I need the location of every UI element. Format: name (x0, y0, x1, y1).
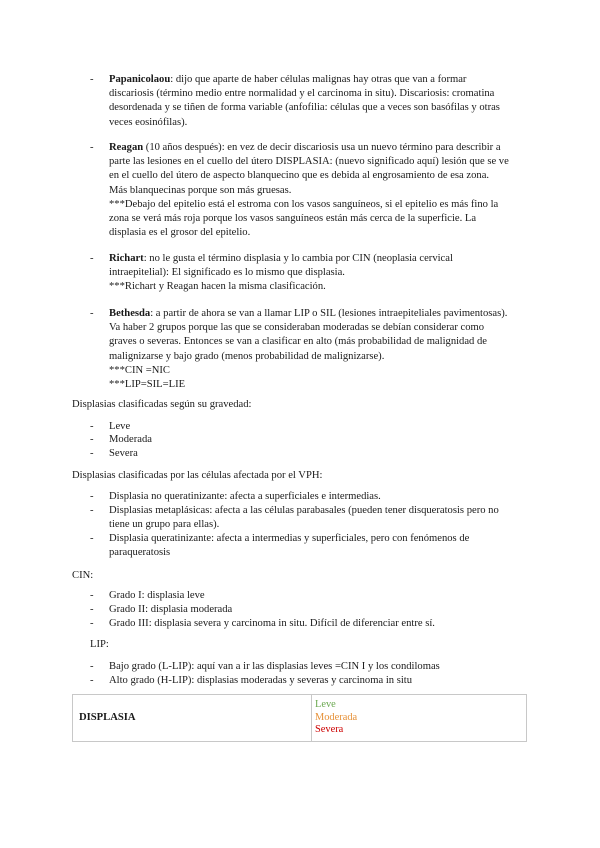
bullet-dash: - (90, 421, 94, 432)
bullet-dash: - (90, 308, 94, 319)
heading-cin: CIN: (72, 570, 94, 581)
severity-moderada: Moderada (315, 711, 358, 723)
bullet-dash: - (90, 604, 94, 615)
term-richart: Richart (109, 253, 144, 264)
table-row (73, 695, 527, 742)
bullet-dash: - (90, 491, 94, 502)
list-item: - Displasia no queratinizante: afecta a superficiales e intermedias. (90, 490, 530, 504)
bullet-dash: - (90, 618, 94, 629)
table-header-cell: DISPLASIA (73, 695, 312, 742)
list-item: - Leve (90, 420, 530, 434)
bullet-richart: - Richart: no le gusta el término displasia y lo cambia por CIN (neoplasia cervical intraepitelial): El significado es lo mismo que displasia. ***Richart y Reagan hacen la misma clasificación. (90, 253, 453, 293)
bullet-reagan: - Reagan (10 años después): en vez de decir discariosis usa un nuevo término para describir a parte las lesiones en el cuello del útero DISPLASIA: (nuevo significado aquí) lesión que se ve en el cuello del útero de aspecto blanquecino que es debida al engrosamiento de esa zona. Más blanquecinas porque son más gruesas. ***Debajo del epitelio está el estroma con los vasos sanguíneos, si el epitelio es más fino la zona se verá más roja porque los vasos sanguíneos están más cerca de la superficie. La displasia es el grosor del epitelio. (90, 142, 509, 239)
list-item: - Grado III: displasia severa y carcinoma in situ. Difícil de diferenciar entre sí. (90, 617, 530, 631)
list-item: - Bajo grado (L-LIP): aquí van a ir las displasias leves =CIN I y los condilomas (90, 660, 530, 674)
displasia-table (72, 694, 527, 742)
table-values-cell (312, 695, 527, 742)
bullet-dash: - (90, 590, 94, 601)
list-item: - Alto grado (H-LIP): displasias moderadas y severas y carcinoma in situ (90, 674, 530, 688)
bullet-dash: - (90, 505, 94, 516)
bullet-dash: - (90, 74, 94, 85)
list-item: - Displasias metaplásicas: afecta a las células parabasales (pueden tener disqueratosis pero no tiene un grupo para ellas). (90, 505, 499, 531)
heading-gravedad: Displasias clasificadas según su gravedad: (72, 399, 252, 410)
heading-lip: LIP: (90, 639, 109, 650)
bullet-dash: - (90, 142, 94, 153)
list-item: - Displasia queratinizante: afecta a intermedias y superficiales, pero con fenómenos de paraqueratosis (90, 533, 470, 559)
list-item: - Moderada (90, 433, 530, 447)
severity-severa: Severa (315, 724, 344, 736)
severity-leve: Leve (315, 699, 336, 711)
bullet-bethesda: - Bethesda: a partir de ahora se van a llamar LIP o SIL (lesiones intraepiteliales pavimentosas). Va haber 2 grupos porque las que se consideraban moderadas se debían considerar como graves o severas. Entonces se van a clasificar en alto (más probabilidad de malignidad de malignizarse y bajo grado (menos probabilidad de malignizarse). ***CIN =NIC ***LIP=SIL=LIE (90, 308, 508, 391)
bullet-dash: - (90, 533, 94, 544)
bullet-dash: - (90, 661, 94, 672)
bullet-dash: - (90, 675, 94, 686)
list-item: - Grado II: displasia moderada (90, 603, 530, 617)
heading-vph: Displasias clasificadas por las células afectada por el VPH: (72, 470, 323, 481)
term-reagan: Reagan (109, 142, 144, 153)
list-item: - Severa (90, 447, 530, 461)
term-bethesda: Bethesda (109, 308, 151, 319)
list-item: - Grado I: displasia leve (90, 589, 530, 603)
bullet-dash: - (90, 448, 94, 459)
bullet-dash: - (90, 253, 94, 264)
term-papanicolaou: Papanicolaou (109, 74, 171, 85)
bullet-dash: - (90, 434, 94, 445)
bullet-papanicolaou: - Papanicolaou: dijo que aparte de haber células malignas hay otras que van a formar discariosis (término medio entre normalidad y el carcinoma in situ). Discariosis: cromatina desordenada y se tiñen de forma variable (anfofilia: células que a veces son basófilas y otras veces eosinófilas). (90, 74, 500, 128)
